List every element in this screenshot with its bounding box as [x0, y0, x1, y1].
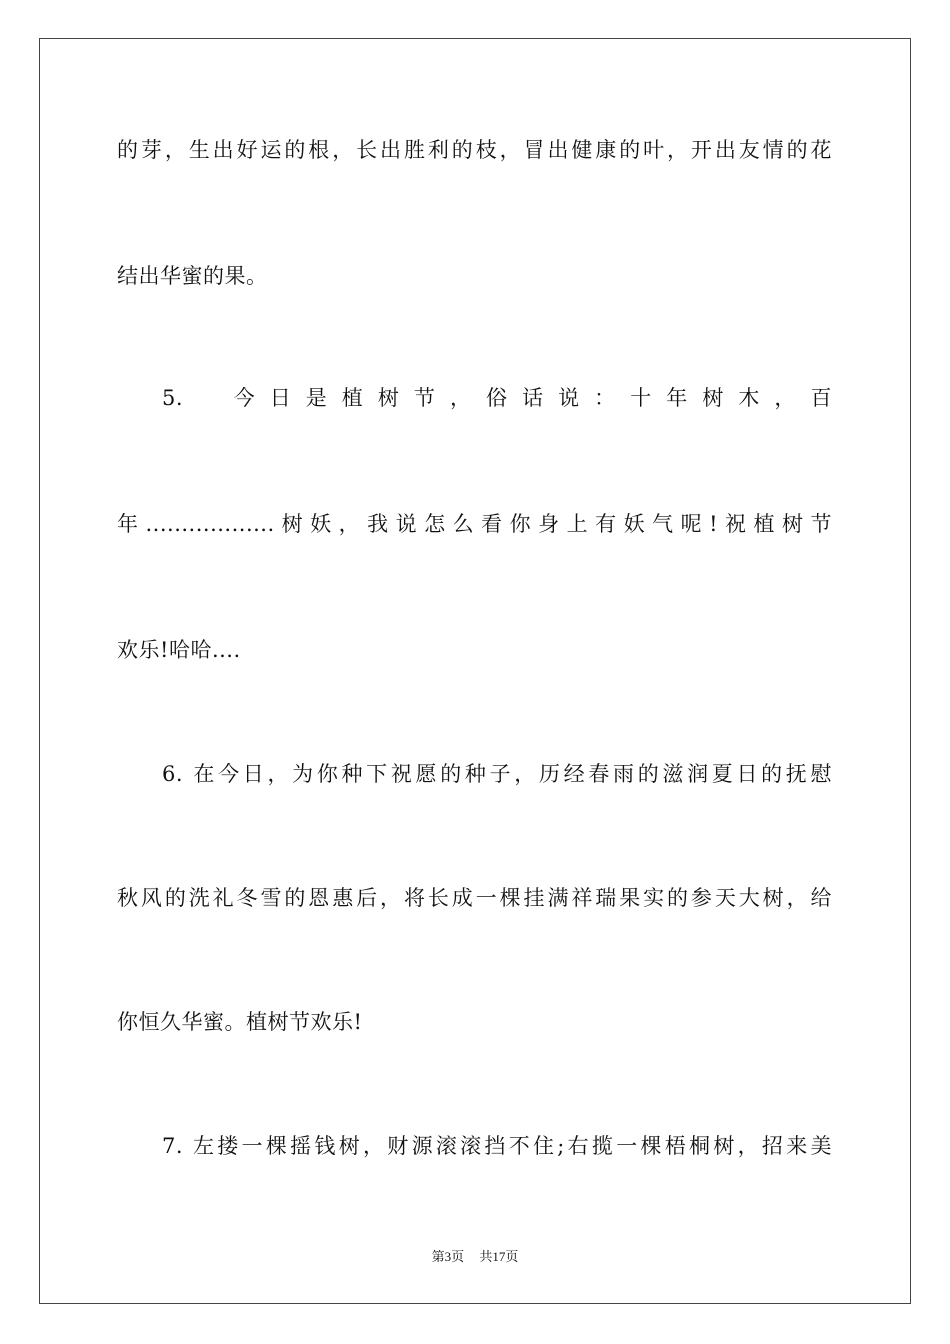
- text-line-7: 秋风的洗礼冬雪的恩惠后，将长成一棵挂满祥瑞果实的参天大树，给: [117, 886, 832, 910]
- text-line-5: 欢乐!哈哈....: [117, 638, 241, 662]
- text-line-6: 6. 在今日，为你种下祝愿的种子，历经春雨的滋润夏日的抚慰: [162, 762, 832, 786]
- text-line-2: 结出华蜜的果。: [117, 264, 268, 288]
- text-line-1: 的芽，生出好运的根，长出胜利的枝，冒出健康的叶，开出友情的花: [117, 138, 832, 162]
- page-footer: [0, 1248, 950, 1266]
- page-border: [39, 38, 911, 1304]
- page-total: 共17页: [479, 1249, 519, 1264]
- text-line-4: 年..................树妖，我说怎么看你身上有妖气呢!祝植树节: [117, 512, 832, 536]
- text-line-8: 你恒久华蜜。植树节欢乐!: [117, 1010, 363, 1034]
- text-line-9: 7. 左搂一棵摇钱树，财源滚滚挡不住;右揽一棵梧桐树，招来美: [162, 1134, 832, 1158]
- page-number: 第3页: [431, 1249, 465, 1264]
- text-line-3: 5. 今日是植树节，俗话说：十年树木，百: [162, 386, 832, 410]
